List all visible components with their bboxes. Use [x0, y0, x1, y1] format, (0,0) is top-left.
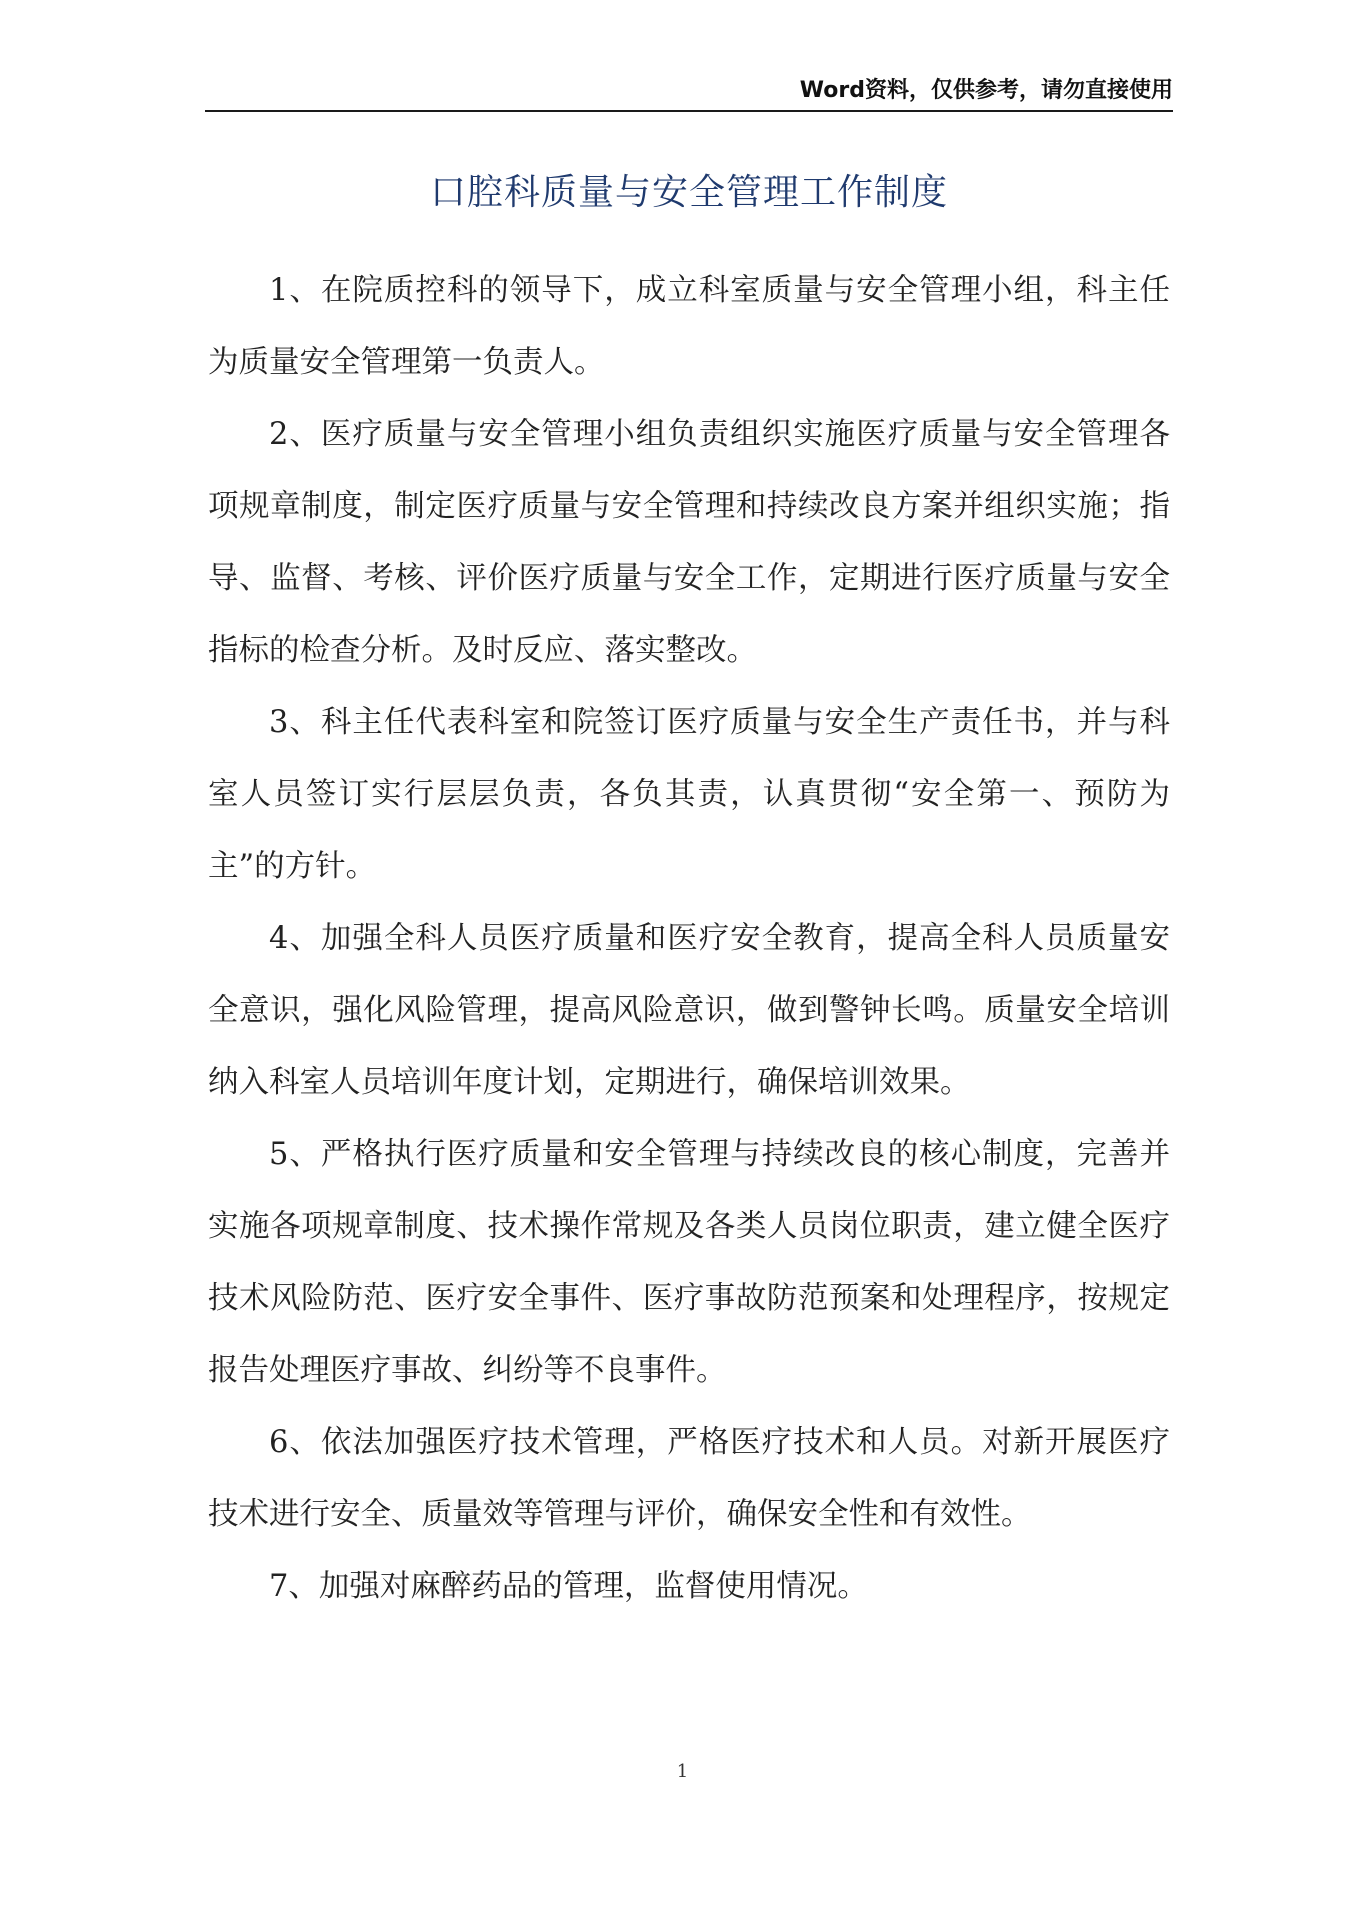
paragraph-7: 7、加强对麻醉药品的管理，监督使用情况。	[269, 1569, 868, 1604]
page-header	[205, 78, 1173, 112]
document-title: 口腔科质量与安全管理工作制度	[429, 172, 948, 213]
paragraph-6: 6、依法加强医疗技术管理，严格医疗技术和人员。对新开展医疗技术进行安全、质量效等管理与评价，确保安全性和有效性。	[208, 1425, 1170, 1532]
paragraph-1: 1、在院质控科的领导下，成立科室质量与安全管理小组，科主任为质量安全管理第一负责人。	[208, 273, 1170, 380]
header-text: Word资料，仅供参考，请勿直接使用	[799, 78, 1173, 103]
paragraph-4: 4、加强全科人员医疗质量和医疗安全教育，提高全科人员质量安全意识，强化风险管理，提高风险意识，做到警钟长鸣。质量安全培训纳入科室人员培训年度计划，定期进行，确保培训效果。	[208, 921, 1170, 1100]
document-body	[208, 255, 1170, 1623]
paragraph-2: 2、医疗质量与安全管理小组负责组织实施医疗质量与安全管理各项规章制度，制定医疗质量与安全管理和持续改良方案并组织实施；指导、监督、考核、评价医疗质量与安全工作，定期进行医疗质量与安全指标的检查分析。及时反应、落实整改。	[208, 417, 1170, 668]
paragraph-3: 3、科主任代表科室和院签订医疗质量与安全生产责任书，并与科室人员签订实行层层负责，各负其责，认真贯彻“安全第一、预防为主”的方针。	[208, 705, 1170, 884]
page-number: 1	[676, 1761, 689, 1782]
paragraph-5: 5、严格执行医疗质量和安全管理与持续改良的核心制度，完善并实施各项规章制度、技术操作常规及各类人员岗位职责，建立健全医疗技术风险防范、医疗安全事件、医疗事故防范预案和处理程序，按规定报告处理医疗事故、纠纷等不良事件。	[208, 1137, 1170, 1388]
